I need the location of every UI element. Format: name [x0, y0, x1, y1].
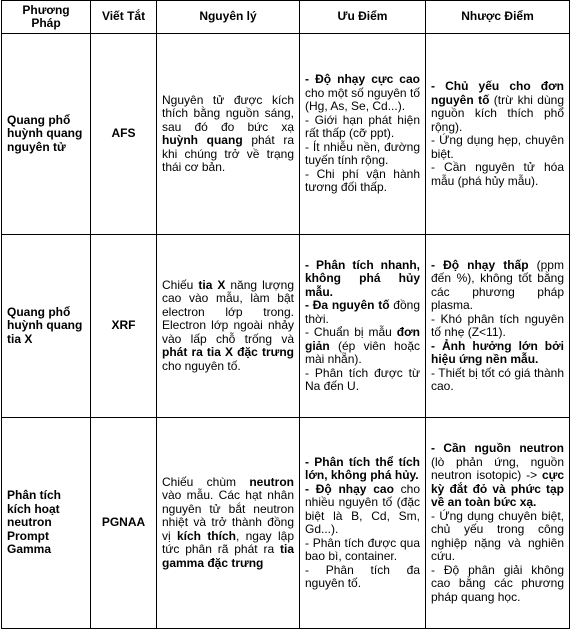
cons-item — [431, 80, 564, 134]
table-row — [2, 34, 570, 235]
cons-text: (trừ khi dùng nguồn kích thích phổ rộng). — [431, 92, 565, 134]
cons-item: - Ảnh hưởng lớn bởi hiệu ứng nền mẫu. — [431, 338, 564, 366]
principle-bold: tia X — [198, 277, 226, 292]
cons-cell — [426, 418, 570, 629]
cons-bold: - Độ nhạy thấp — [431, 257, 529, 272]
cons-cell — [426, 235, 570, 418]
principle-bold: kích thích — [176, 528, 236, 543]
principle-text: , ngay lập tức phân rã phát ra — [162, 528, 294, 557]
cons-text: (lò phản ứng, nguồn neutron isotopic) -> — [431, 454, 564, 482]
method-cell: Phân tích kích hoạt neutron Prompt Gamma — [2, 418, 91, 629]
principle-text: Chiếu chùm — [162, 474, 250, 489]
pros-text: cho một số nguyên tố (Hg, As, Se, Cd...). — [305, 85, 420, 114]
comparison-table — [1, 0, 570, 629]
pros-item: - Phân tích nhanh, không phá hủy mẫu. — [305, 257, 420, 299]
cons-bold: - Cần nguồn neutron — [431, 441, 564, 455]
table-row — [2, 418, 570, 629]
header-row — [2, 1, 570, 34]
pros-item — [305, 299, 420, 326]
pros-bold: - Độ nhạy cực cao — [305, 72, 420, 87]
header-cons: Nhược Điểm — [426, 1, 570, 34]
cons-text: (ppm đến %), không tốt bằng các phương pháp plasma. — [431, 257, 564, 312]
pros-item: - Giới hạn phát hiện rất thấp (cỡ ppt). — [305, 112, 420, 141]
header-method: Phương Pháp — [2, 1, 91, 34]
principle-text: vào mẫu. Các hạt nhân nguyên tử bắt neutron nhiệt và trở thành đồng vị — [162, 488, 294, 543]
cons-item: - Cần nguyên tử hóa mẫu (phá hủy mẫu). — [431, 160, 564, 188]
method-cell: Quang phổ huỳnh quang nguyên tử — [2, 34, 91, 235]
pros-item: - Phân tích được từ Na đến U. — [305, 365, 420, 393]
principle-text: cho nguyên tố. — [162, 358, 241, 373]
table-row — [2, 235, 570, 418]
principle-bold: phát ra tia X đặc trưng — [162, 345, 294, 360]
pros-text: cho nhiều nguyên tố (đặc biệt là B, Cd, Sm, Gd...). — [305, 481, 420, 536]
pros-cell — [300, 235, 426, 418]
method-cell: Quang phổ huỳnh quang tia X — [2, 235, 91, 418]
pros-text: (ép viên hoặc mài nhẵn). — [305, 338, 420, 366]
principle-text: phát ra khi chúng trở về trạng thái cơ bản. — [162, 133, 294, 174]
cons-item: - Khó phân tích nguyên tố nhẹ (Z<11). — [431, 311, 564, 339]
pros-cell — [300, 34, 426, 235]
principle-cell — [157, 34, 300, 235]
principle-text: Chiếu — [162, 277, 199, 292]
principle-cell — [157, 235, 300, 418]
cons-item — [431, 442, 564, 510]
pros-bold: - Độ nhạy cao — [305, 481, 394, 496]
cons-item — [431, 259, 564, 313]
principle-bold: huỳnh quang — [162, 133, 243, 147]
pros-item — [305, 73, 420, 114]
header-abbr: Viết Tắt — [91, 1, 157, 34]
cons-item: - Ứng dụng hẹp, chuyên biệt. — [431, 133, 564, 161]
abbr-cell: AFS — [91, 34, 157, 235]
pros-item: - Phân tích được qua bao bì, container. — [305, 535, 420, 563]
cons-item: - Độ phân giải không cao bằng các phương pháp quang học. — [431, 562, 564, 604]
header-pros: Ưu Điểm — [300, 1, 426, 34]
pros-cell — [300, 418, 426, 629]
pros-item: - Chi phí vận hành tương đối thấp. — [305, 166, 420, 195]
cons-bold: cực kỳ đắt đỏ và phức tạp về an toàn bức xạ. — [431, 468, 564, 509]
cons-bold: - Chủ yếu cho đơn nguyên tố — [431, 79, 564, 107]
pros-item — [305, 326, 420, 367]
pros-bold: - Đa nguyên tố — [305, 298, 390, 312]
abbr-cell: XRF — [91, 235, 157, 418]
principle-bold: neutron — [249, 474, 294, 489]
pros-item — [305, 483, 420, 537]
header-principle: Nguyên lý — [157, 1, 300, 34]
cons-item: - Ứng dụng chuyên biệt, chủ yếu trong công nghiệp nặng và nghiên cứu. — [431, 508, 564, 563]
principle-text: Nguyên tử được kích thích bằng nguồn sáng, sau đó đo bức xạ — [162, 92, 294, 134]
cons-cell — [426, 34, 570, 235]
principle-cell — [157, 418, 300, 629]
cons-item: - Thiết bị tốt có giá thành cao. — [431, 365, 564, 393]
pros-text: đồng thời. — [305, 298, 420, 326]
pros-bold: đơn giản — [305, 325, 420, 353]
principle-bold: tia gamma đặc trưng — [162, 542, 294, 570]
pros-item: - Ít nhiễu nền, đường tuyến tính rộng. — [305, 139, 420, 168]
principle-text: năng lượng cao vào mẫu, làm bật electron lớp trong. Electron lớp ngoài nhảy vào lấp chỗ trống và — [162, 277, 294, 346]
abbr-cell: PGNAA — [91, 418, 157, 629]
pros-item: - Phân tích đa nguyên tố. — [305, 562, 420, 590]
pros-text: - Chuẩn bị mẫu — [305, 325, 397, 339]
pros-item: - Phân tích thể tích lớn, không phá hủy. — [305, 454, 420, 482]
